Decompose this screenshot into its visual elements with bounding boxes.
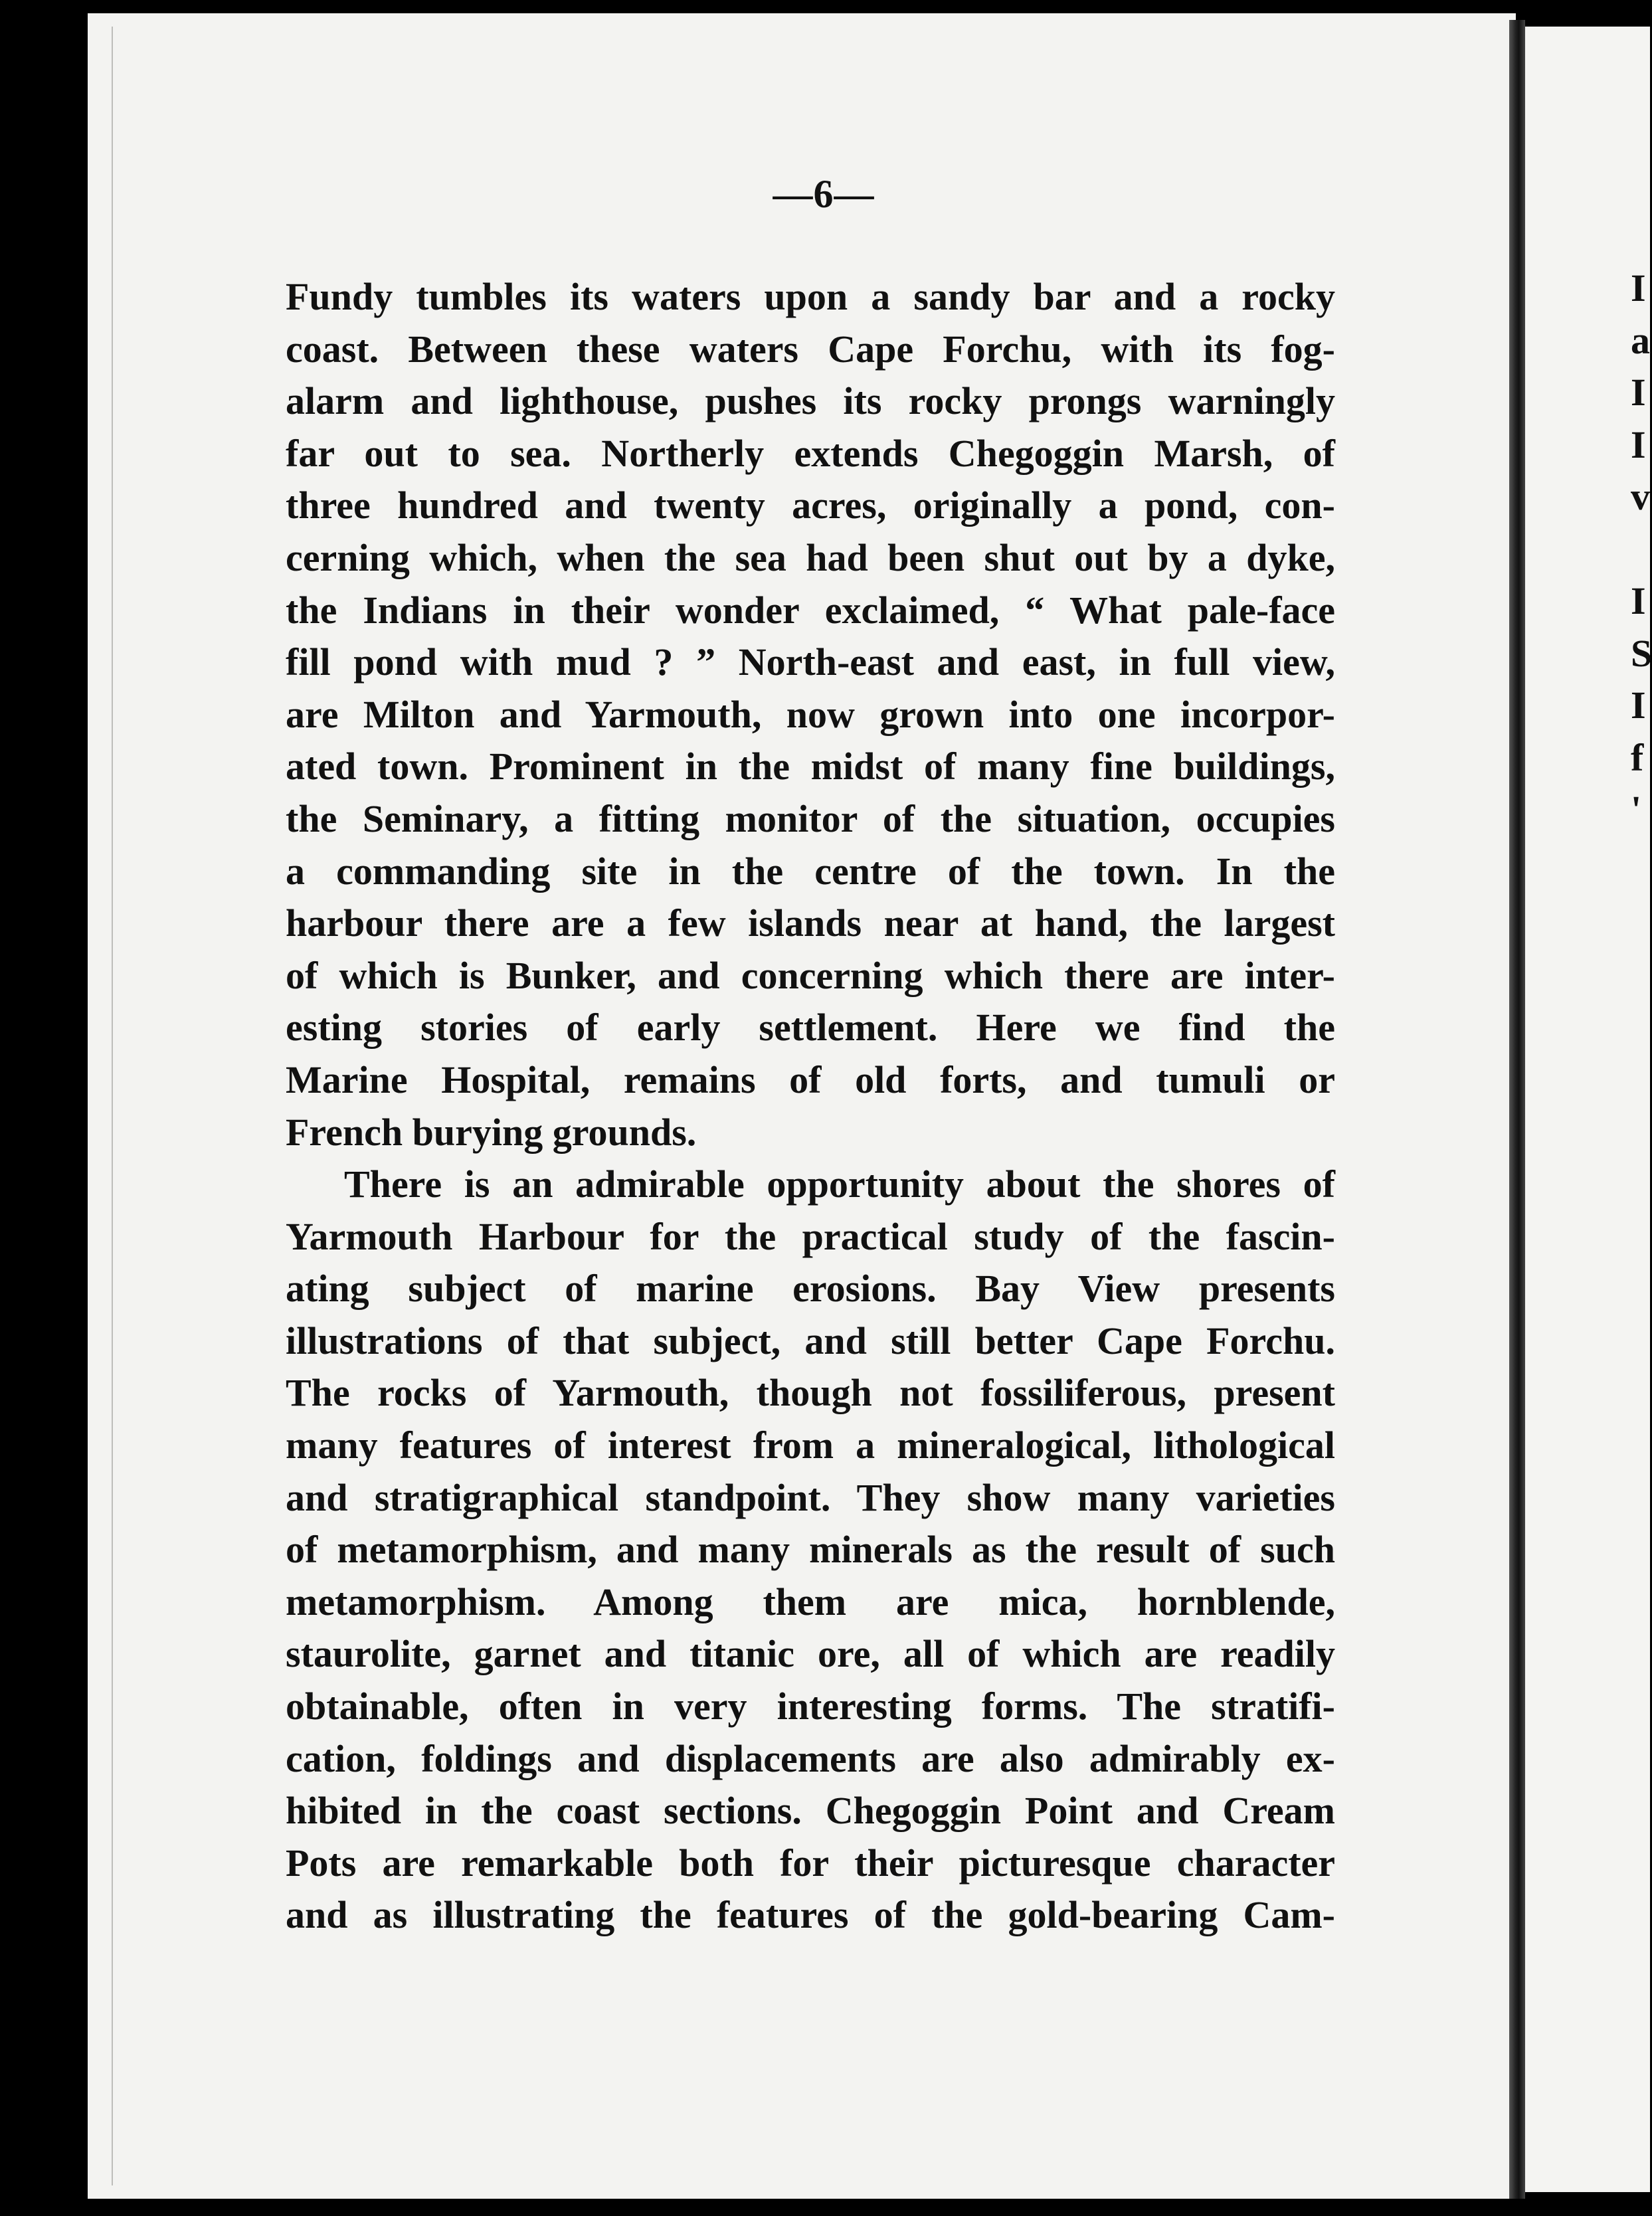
facing-fragment (1631, 523, 1650, 576)
text-line: the Indians in their wonder exclaimed, “ What pale-face (286, 588, 1335, 632)
text-line: a commanding site in the centre of the town. In the (286, 849, 1335, 893)
text-line: the Seminary, a fitting monitor of the situation, occupies (286, 796, 1335, 840)
text-line: French burying grounds. (286, 1110, 697, 1154)
text-line: esting stories of early settlement. Here we find the (286, 1006, 1335, 1050)
facing-fragment: f (1631, 735, 1644, 779)
text-line: ating subject of marine erosions. Bay View presents (286, 1267, 1335, 1311)
book-gutter (1509, 20, 1525, 2199)
text-line: fill pond with mud ? ” North-east and east, in full view, (286, 640, 1335, 684)
facing-fragment: I (1631, 422, 1646, 466)
facing-fragment: I (1631, 684, 1646, 727)
text-line: far out to sea. Northerly extends Chegoggin Marsh, of (286, 431, 1335, 475)
text-line: Yarmouth Harbour for the practical study of the fascin- (286, 1214, 1335, 1258)
facing-fragment: I (1631, 371, 1646, 414)
facing-fragment: S (1631, 631, 1652, 675)
text-line: of which is Bunker, and concerning which there are inter- (286, 953, 1335, 997)
facing-fragment: a (1631, 318, 1650, 362)
text-line: obtainable, often in very interesting forms. The stratifi- (286, 1685, 1335, 1728)
text-line: The rocks of Yarmouth, though not fossiliferous, present (286, 1371, 1335, 1415)
text-line: ated town. Prominent in the midst of many fine buildings, (286, 745, 1335, 788)
facing-fragment: v (1631, 475, 1650, 518)
facing-fragment: I (1631, 579, 1646, 622)
text-line: coast. Between these waters Cape Forchu, with its fog- (286, 327, 1335, 371)
paragraph-1 (286, 271, 1335, 1158)
text-line: and stratigraphical standpoint. They show many varieties (286, 1475, 1335, 1519)
text-line: cation, foldings and displacements are also admirably ex- (286, 1736, 1335, 1780)
text-line: Marine Hospital, remains of old forts, and tumuli or (286, 1058, 1335, 1101)
text-line: cerning which, when the sea had been shut out by a dyke, (286, 535, 1335, 579)
text-line: Pots are remarkable both for their picturesque character (286, 1841, 1335, 1885)
paragraph-2 (286, 1158, 1335, 1942)
text-line: hibited in the coast sections. Chegoggin Point and Cream (286, 1789, 1335, 1833)
facing-fragment: ' (1631, 788, 1642, 831)
text-line: many features of interest from a mineralogical, lithological (286, 1424, 1335, 1467)
facing-fragment: I (1631, 266, 1646, 310)
text-line: harbour there are a few islands near at hand, the largest (286, 901, 1335, 945)
facing-page-text-fragments (1631, 262, 1650, 836)
text-line: Fundy tumbles its waters upon a sandy bar and a rocky (286, 275, 1335, 318)
text-line: three hundred and twenty acres, originally a pond, con- (286, 484, 1335, 527)
page-number: —6— (773, 172, 875, 216)
text-line: metamorphism. Among them are mica, hornblende, (286, 1580, 1335, 1623)
page-fold-line (112, 27, 113, 2185)
facing-page (1516, 27, 1650, 2192)
text-line: alarm and lighthouse, pushes its rocky prongs warningly (286, 379, 1335, 423)
text-line: staurolite, garnet and titanic ore, all of which are readily (286, 1632, 1335, 1676)
text-line: are Milton and Yarmouth, now grown into one incorpor- (286, 692, 1335, 736)
body-text (286, 271, 1335, 1942)
text-line: of metamorphism, and many minerals as the result of such (286, 1528, 1335, 1572)
text-line: illustrations of that subject, and still better Cape Forchu. (286, 1319, 1335, 1362)
text-line: There is an admirable opportunity about the shores of (344, 1162, 1335, 1206)
text-line: and as illustrating the features of the gold-bearing Cam- (286, 1893, 1335, 1937)
